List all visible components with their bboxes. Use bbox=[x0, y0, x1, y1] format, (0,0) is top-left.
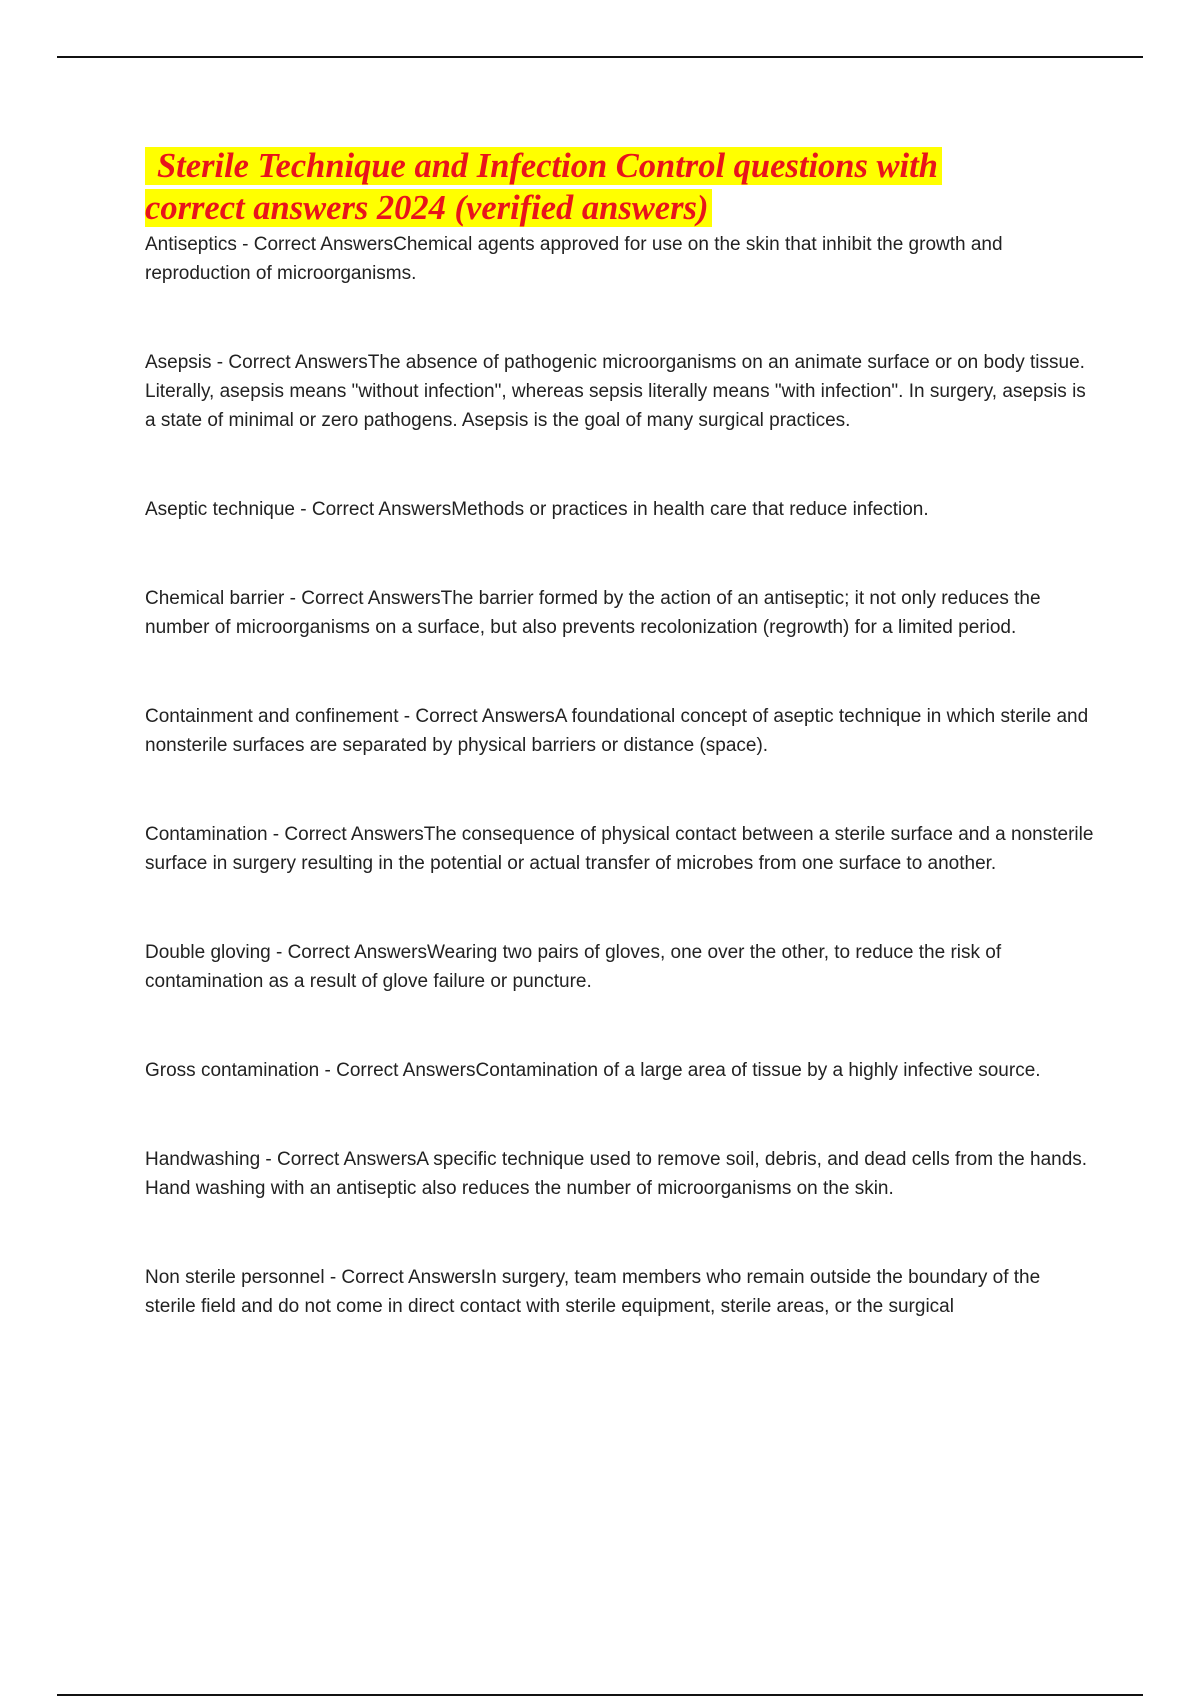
bottom-rule bbox=[57, 1694, 1143, 1696]
title-text: Sterile Technique and Infection Control questions with correct answers 2024 (verified answers) bbox=[145, 147, 938, 227]
glossary-entry-handwashing: Handwashing - Correct AnswersA specific technique used to remove soil, debris, and dead cells from the hands. Hand washing with an antiseptic also reduces the number of microorganisms on the skin. bbox=[145, 1149, 1088, 1199]
glossary-entry-double-gloving: Double gloving - Correct AnswersWearing two pairs of gloves, one over the other, to reduce the risk of contamination as a result of glove failure or puncture. bbox=[145, 942, 1002, 992]
glossary-entry-non-sterile-personnel: Non sterile personnel - Correct AnswersIn surgery, team members who remain outside the boundary of the sterile field and do not come in direct contact with sterile equipment, sterile areas, or the surgical bbox=[145, 1267, 1041, 1317]
top-rule bbox=[57, 56, 1143, 58]
glossary-entry-contamination: Contamination - Correct AnswersThe consequence of physical contact between a sterile surface and a nonsterile surface in surgery resulting in the potential or actual transfer of microbes from one surface to another. bbox=[145, 824, 1094, 874]
glossary-entry-aseptic-technique: Aseptic technique - Correct AnswersMethods or practices in health care that reduce infection. bbox=[145, 499, 929, 520]
glossary-list bbox=[145, 230, 1095, 1381]
glossary-entry-chemical-barrier: Chemical barrier - Correct AnswersThe barrier formed by the action of an antiseptic; it not only reduces the number of microorganisms on a surface, but also prevents recolonization (regrowth) for a limited period. bbox=[145, 588, 1041, 638]
glossary-entry-gross-contamination: Gross contamination - Correct AnswersContamination of a large area of tissue by a highly infective source. bbox=[145, 1060, 1041, 1081]
document-title bbox=[145, 145, 1045, 229]
glossary-entry-containment: Containment and confinement - Correct AnswersA foundational concept of aseptic technique in which sterile and nonsterile surfaces are separated by physical barriers or distance (space). bbox=[145, 706, 1089, 756]
glossary-entry-antiseptics: Antiseptics - Correct AnswersChemical agents approved for use on the skin that inhibit the growth and reproduction of microorganisms. bbox=[145, 234, 1003, 284]
title-highlight bbox=[145, 147, 942, 227]
glossary-entry-asepsis: Asepsis - Correct AnswersThe absence of pathogenic microorganisms on an animate surface or on body tissue. Literally, asepsis means "without infection", whereas sepsis literally means "with infection". In surgery, asepsis is a state of minimal or zero pathogens. Asepsis is the goal of many surgical practices. bbox=[145, 352, 1086, 431]
